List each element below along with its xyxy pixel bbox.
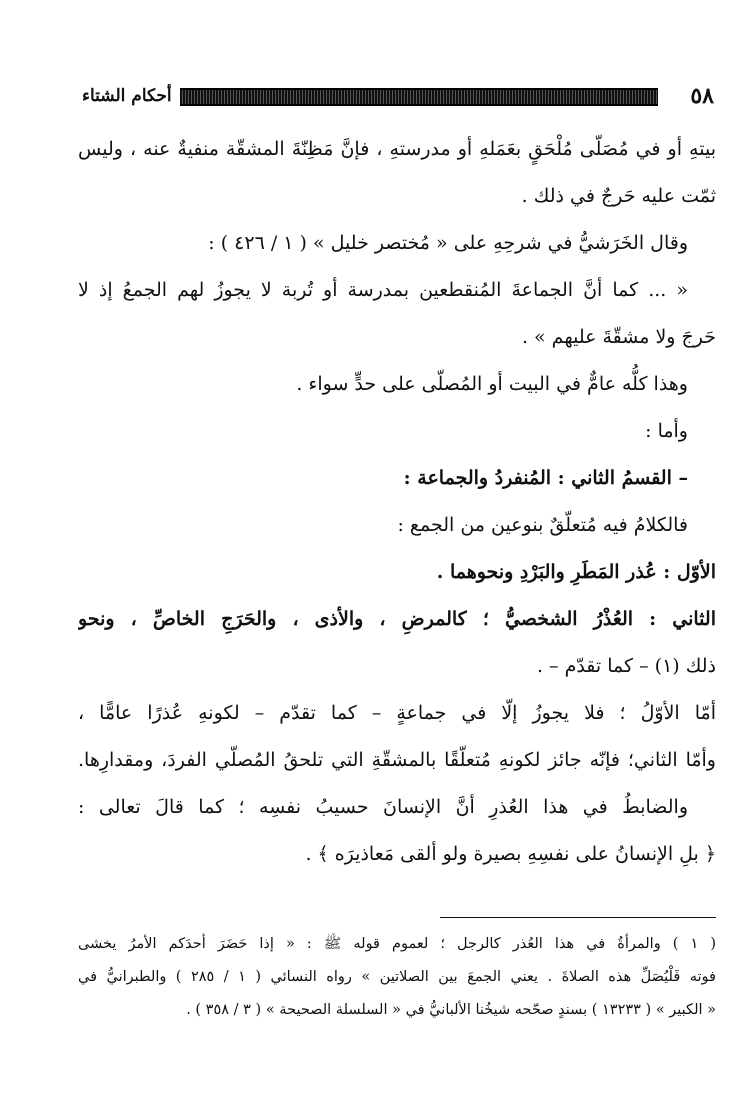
text-line: وأمّا الثاني؛ فإنّه جائز لكونهِ مُتعلّقًا بالمشقّةِ التي تلحقُ المُصلّي الفردَ، ومقدارِها. [78,749,716,771]
page-header [82,80,714,112]
section-heading: – القسمُ الثاني : المُنفردُ والجماعة : [403,467,688,489]
list-item-second: الثاني : العُذْرُ الشخصيُّ ؛ كالمرضِ ، والأذى ، والحَرَجِ الخاصِّ ، ونحو [78,608,716,630]
text-line: أمّا الأوّلُ ؛ فلا يجوزُ إلّا في جماعةٍ – كما تقدّم – لكونهِ عُذرًا عامًّا ، [78,702,716,724]
list-item-first: الأوّل : عُذر المَطَرِ والبَرْدِ ونحوهما . [436,561,716,583]
text-line: والضابطُ في هذا العُذرِ أنَّ الإنسانَ حسيبُ نفسِه ؛ كما قالَ تعالى : [78,796,688,818]
quote-line: « ... كما أنَّ الجماعةَ المُنقطعين بمدرسة أو تُربة لا يجوزُ لهم الجمعُ إذ لا [78,279,688,301]
footnote-separator [440,917,716,918]
text-line: ذلك (١) – كما تقدّم – . [536,655,716,677]
footnote-line: « الكبير » ( ١٣٢٣٣ ) بسندٍ صحّحه شيخُنا الألبانيُّ في « السلسلة الصحيحة » ( ٣ / ٣٥٨ ) . [186,1002,716,1018]
text-line: وهذا كلُّه عامٌّ في البيت أو المُصلّى على حدٍّ سواء . [296,373,688,395]
text-line: بيتهِ أو في مُصَلّى مُلْحَقٍ بعَمَلهِ أو مدرستهِ ، فإنَّ مَظِنّةَ المشقّة منفيةٌ عنه ، وليس [78,138,716,160]
text-line: وأما : [645,420,688,442]
quote-line: حَرجَ ولا مشقّةَ عليهم » . [521,326,716,348]
footnote-line: فوته فَلْيُصَلِّ هذه الصلاةَ . يعني الجمعَ بين الصلاتين » رواه النسائي ( ١ / ٢٨٥ ) والطبرانيُّ في [78,969,716,985]
quran-verse: ﴿ بلِ الإنسانُ على نفسِهِ بصيرة ولو ألقى مَعاذيرَه ﴾ . [305,843,716,865]
footnote-line: ( ١ ) والمرأةُ في هذا العُذر كالرجل ؛ لعموم قوله ﷺ : « إذا حَضَرَ أحدَكم الأمرُ يخشى [78,936,716,952]
text-line: ثمّت عليه حَرجٌ في ذلك . [521,185,716,207]
running-title: أحكام الشتاء [82,86,172,106]
text-line: وقال الخَرَشيُّ في شرحِهِ على « مُختصر خليل » ( ١ / ٤٢٦ ) : [208,232,688,254]
text-line: فالكلامُ فيه مُتعلّقٌ بنوعين من الجمع : [397,514,688,536]
header-decorative-rule [180,88,658,106]
footnotes [78,928,716,1027]
main-text [78,126,716,878]
page-number: ٥٨ [690,83,714,109]
